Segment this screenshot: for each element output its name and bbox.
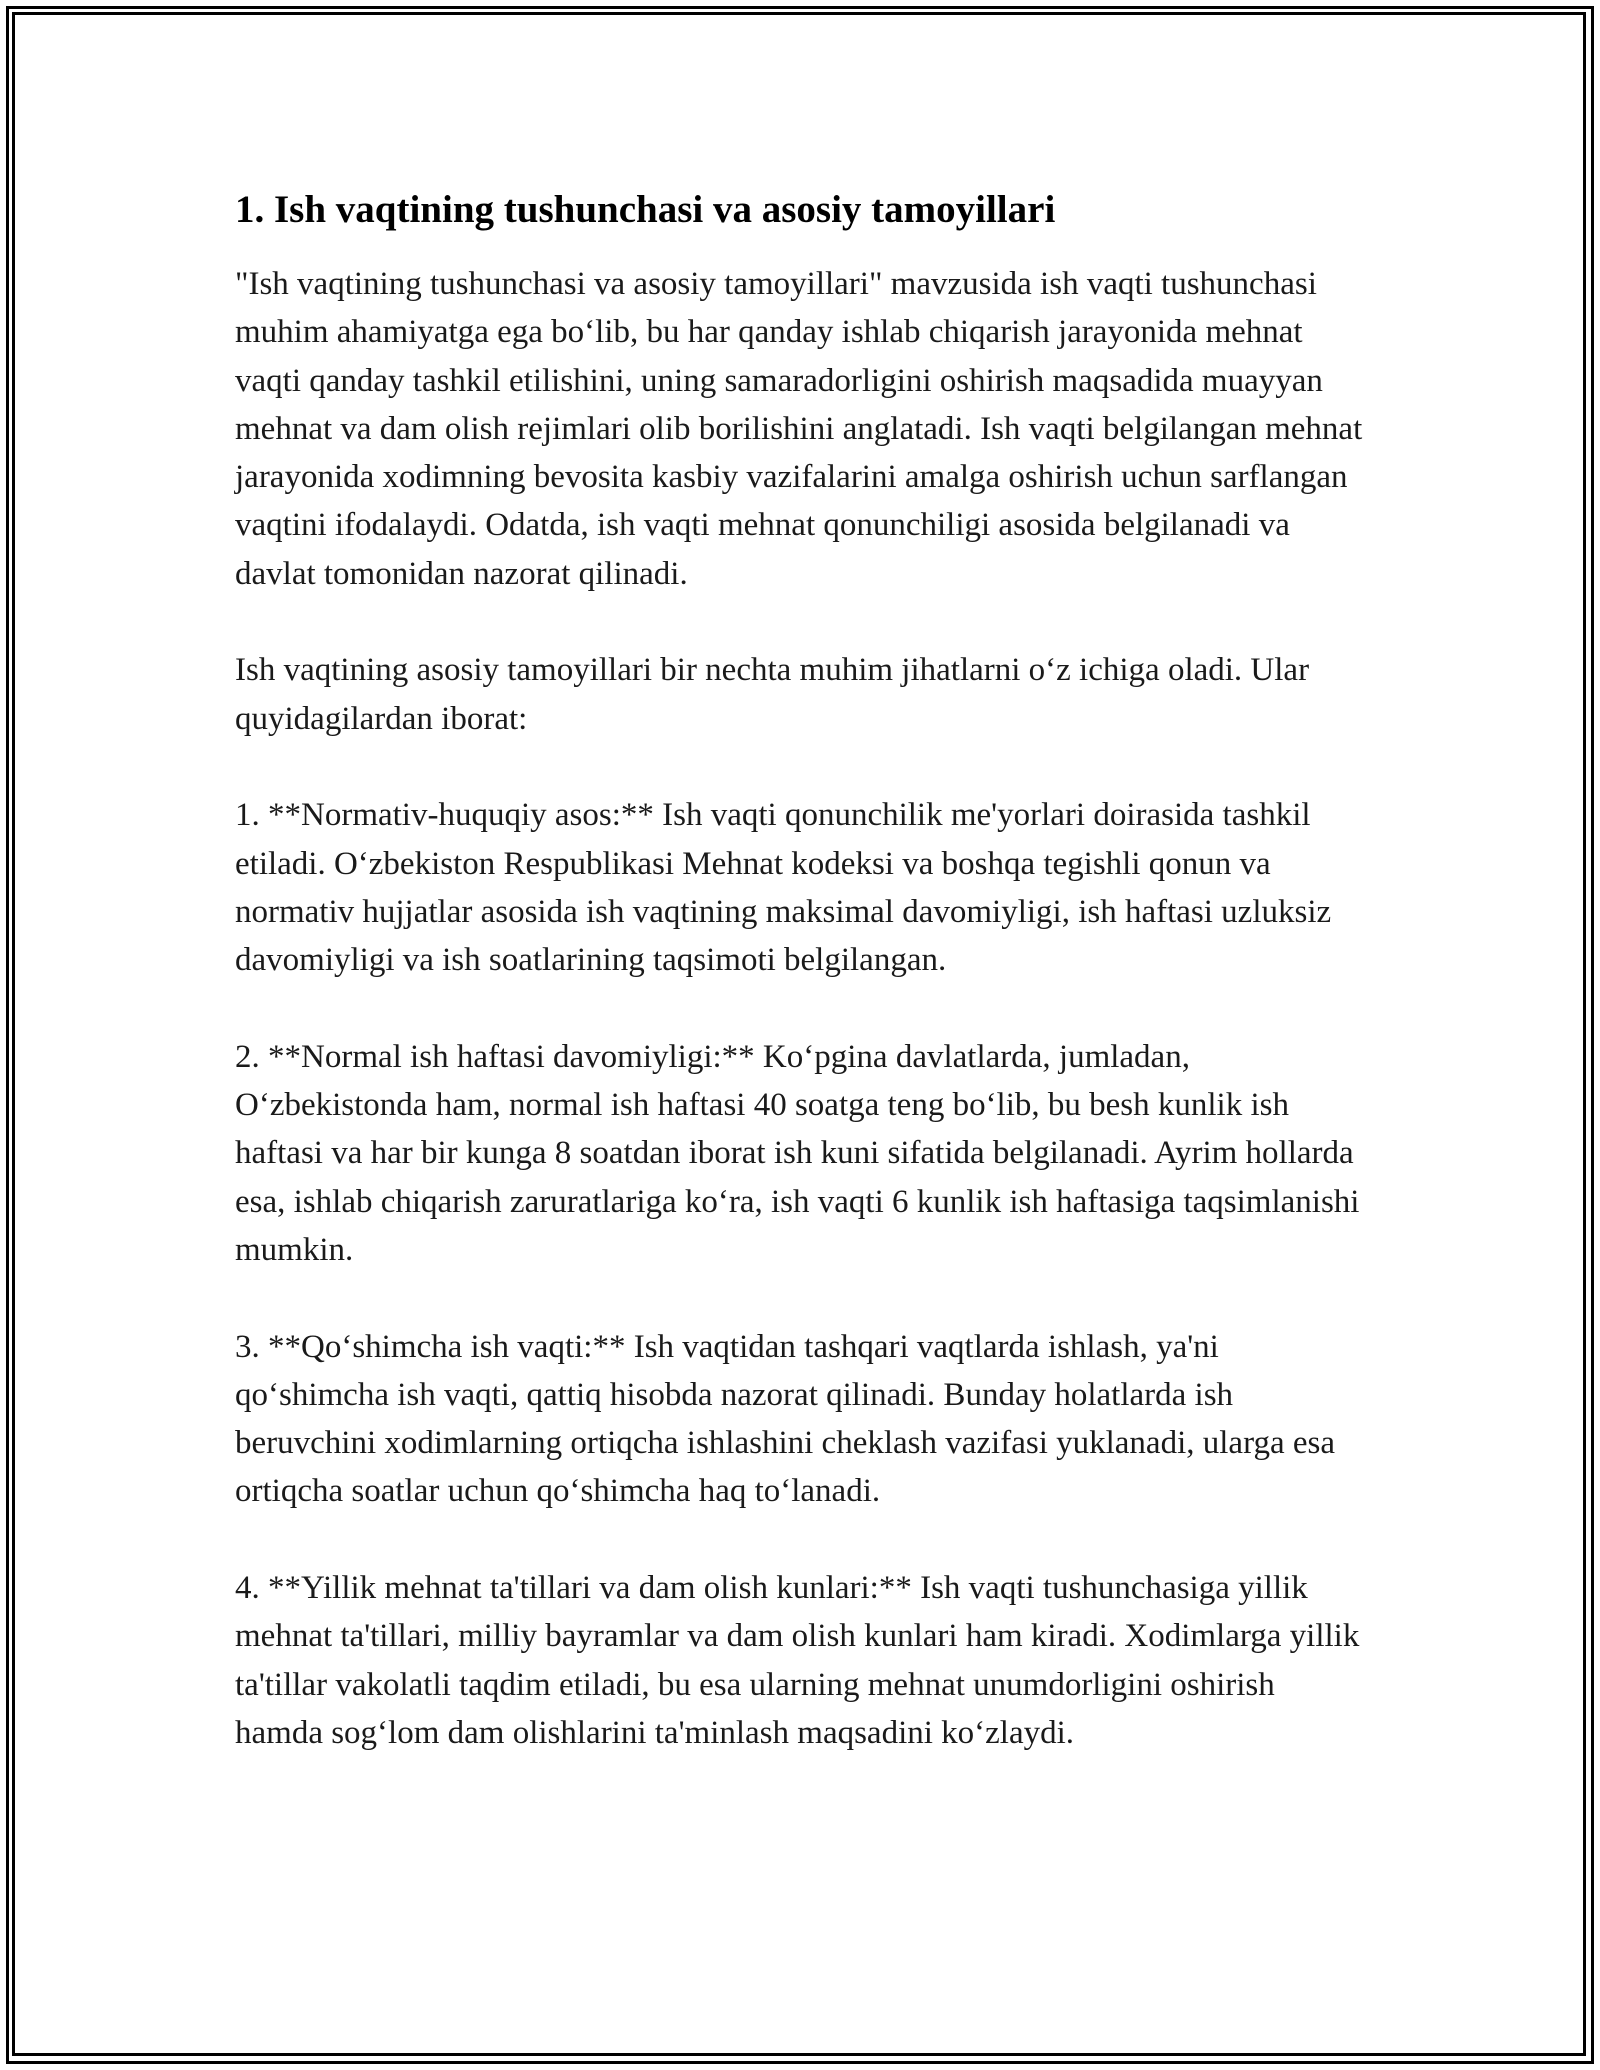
- intro-paragraph: "Ish vaqtining tushunchasi va asosiy tamoyillari" mavzusida ish vaqti tushunchasi muhim ahamiyatga ega bo‘lib, bu har qanday ishlab chiqarish jarayonida mehnat vaqti qanday tashkil etilishini, uning samaradorligini oshirish maqsadida muayyan mehnat va dam olish rejimlari olib borilishini anglatadi. Ish vaqti belgilangan mehnat jarayonida xodimning bevosita kasbiy vazifalarini amalga oshirish uchun sarflangan vaqtini ifodalaydi. Odatda, ish vaqti mehnat qonunchiligi asosida belgilanadi va davlat tomonidan nazorat qilinadi.: [235, 266, 1363, 592]
- list-item-annual-leave: 4. **Yillik mehnat ta'tillari va dam olish kunlari:** Ish vaqti tushunchasiga yillik mehnat ta'tillari, milliy bayramlar va dam olish kunlari ham kiradi. Xodimlarga yillik ta'tillar vakolatli taqdim etiladi, bu esa ularning mehnat unumdorligini oshirish hamda sog‘lom dam olishlarini ta'minlash maqsadini ko‘zlaydi.: [235, 1570, 1360, 1751]
- section-heading: 1. Ish vaqtining tushunchasi va asosiy tamoyillari: [235, 188, 1056, 231]
- list-item-normal-work-week: 2. **Normal ish haftasi davomiyligi:** Ko‘pgina davlatlarda, jumladan, O‘zbekistonda ham, normal ish haftasi 40 soatga teng bo‘lib, bu besh kunlik ish haftasi va har bir kunga 8 soatdan iborat ish kuni sifatida belgilanadi. Ayrim hollarda esa, ishlab chiqarish zaruratlariga ko‘ra, ish vaqti 6 kunlik ish haftasiga taqsimlanishi mumkin.: [235, 1038, 1360, 1268]
- document-body: [235, 186, 1370, 1806]
- list-item-normative-basis: 1. **Normativ-huquqiy asos:** Ish vaqti qonunchilik me'yorlari doirasida tashkil etiladi. O‘zbekiston Respublikasi Mehnat kodeksi va boshqa tegishli qonun va normativ hujjatlar asosida ish vaqtining maksimal davomiyligi, ish haftasi uzluksiz davomiyligi va ish soatlarining taqsimoti belgilangan.: [235, 797, 1332, 979]
- list-item-overtime: 3. **Qo‘shimcha ish vaqti:** Ish vaqtidan tashqari vaqtlarda ishlash, ya'ni qo‘shimcha ish vaqti, qattiq hisobda nazorat qilinadi. Bunday holatlarda ish beruvchini xodimlarning ortiqcha ishlashini cheklash vazifasi yuklanadi, ularga esa ortiqcha soatlar uchun qo‘shimcha haq to‘lanadi.: [235, 1328, 1335, 1510]
- principles-intro-paragraph: Ish vaqtining asosiy tamoyillari bir nechta muhim jihatlarni o‘z ichiga oladi. Ular quyidagilardan iborat:: [235, 652, 1310, 737]
